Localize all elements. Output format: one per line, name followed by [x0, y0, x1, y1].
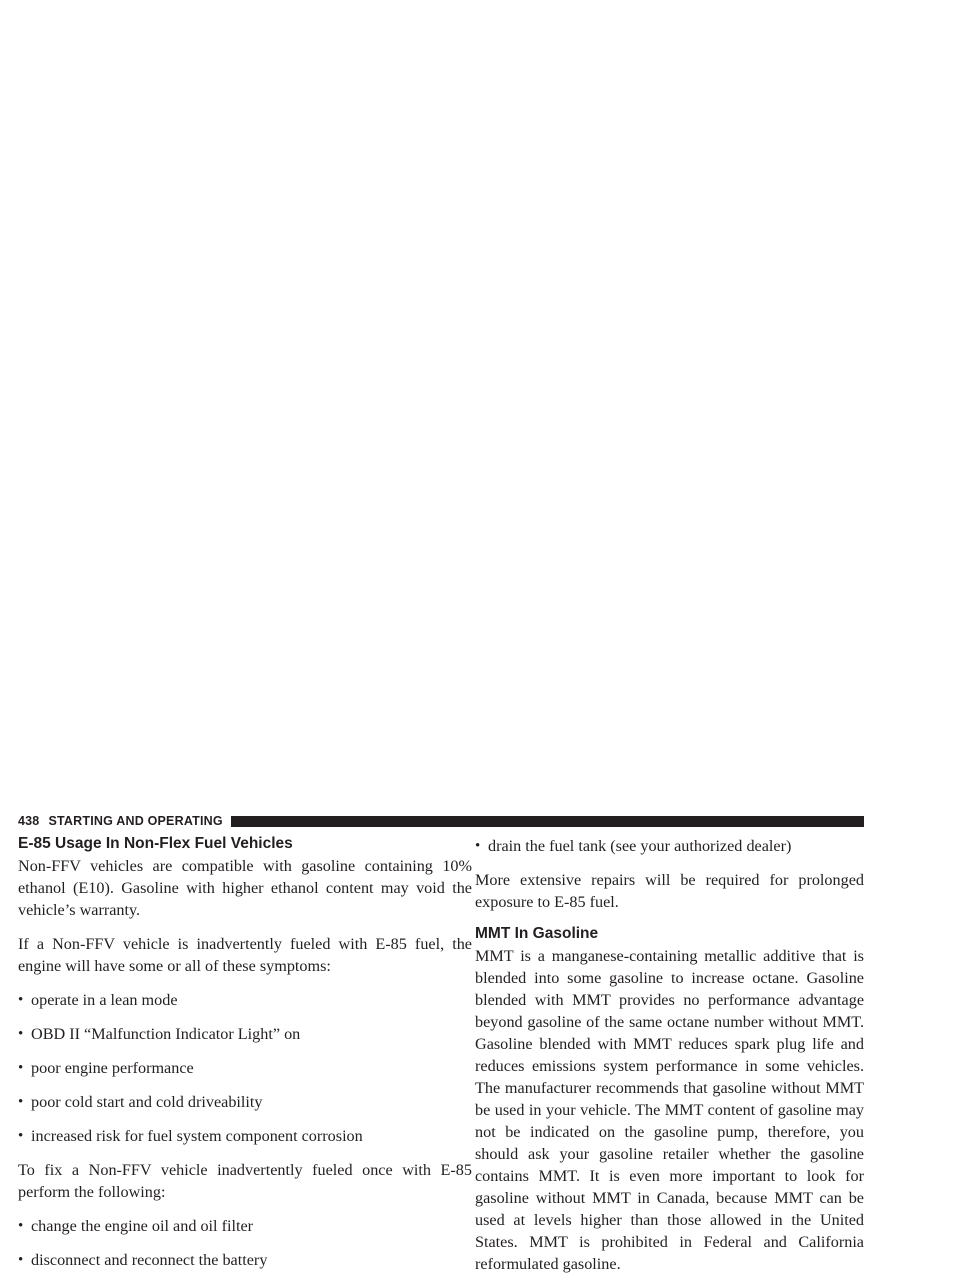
section-title: STARTING AND OPERATING [48, 814, 223, 828]
list-item [18, 1057, 472, 1079]
page-header [18, 812, 864, 830]
list-item-text: operate in a lean mode [31, 991, 178, 1009]
list-item-text: change the engine oil and oil filter [31, 1217, 254, 1235]
fix-list-continued [475, 835, 864, 857]
fix-list [18, 1215, 472, 1271]
left-column [18, 835, 472, 1283]
paragraph-fix-intro: To fix a Non-FFV vehicle inadvertently fueled once with E-85 perform the following: [18, 1161, 472, 1201]
heading-mmt: MMT In Gasoline [475, 925, 599, 942]
bullet-icon: • [475, 838, 481, 854]
bullet-icon: • [18, 1094, 24, 1110]
symptom-list [18, 989, 472, 1147]
list-item-text: OBD II “Malfunction Indicator Light” on [31, 1025, 301, 1043]
bullet-icon: • [18, 1218, 24, 1234]
list-item [475, 835, 864, 857]
list-item [18, 1215, 472, 1237]
header-rule [231, 816, 864, 827]
list-item-text: disconnect and reconnect the battery [31, 1251, 268, 1269]
page-number: 438 [18, 814, 40, 828]
paragraph-symptoms-intro: If a Non-FFV vehicle is inadvertently fueled with E-85 fuel, the engine will have some or all of these symptoms: [18, 935, 472, 975]
list-item [18, 1249, 472, 1271]
bullet-icon: • [18, 992, 24, 1008]
list-item-text: poor cold start and cold driveability [31, 1093, 263, 1111]
list-item [18, 989, 472, 1011]
bullet-icon: • [18, 1128, 24, 1144]
paragraph-compatibility: Non-FFV vehicles are compatible with gasoline containing 10% ethanol (E10). Gasoline with higher ethanol content may void the vehicle’s warranty. [18, 857, 472, 919]
list-item-text: poor engine performance [31, 1059, 194, 1077]
list-item-text: increased risk for fuel system component corrosion [31, 1127, 363, 1145]
bullet-icon: • [18, 1060, 24, 1076]
bullet-icon: • [18, 1252, 24, 1268]
paragraph-prolonged-exposure: More extensive repairs will be required for prolonged exposure to E-85 fuel. [475, 871, 864, 911]
heading-e85-usage: E-85 Usage In Non-Flex Fuel Vehicles [18, 835, 293, 852]
bullet-icon: • [18, 1026, 24, 1042]
list-item [18, 1125, 472, 1147]
paragraph-mmt: MMT is a manganese-containing metallic additive that is blended into some gasoline to increase octane. Gasoline blended with MMT provides no performance advantage beyond gasoline of the same octane number without MMT. Gasoline blended with MMT reduces spark plug life and reduces emissions system performance in some vehicles. The manufacturer recommends that gasoline without MMT be used in your vehicle. The MMT content of gasoline may not be indicated on the gasoline pump, therefore, you should ask your gasoline retailer whether the gasoline contains MMT. It is even more important to look for gasoline without MMT in Canada, because MMT can be used at levels higher than those allowed in the United States. MMT is prohibited in Federal and California reformulated gasoline. [475, 947, 864, 1273]
right-column [475, 835, 864, 1287]
list-item [18, 1023, 472, 1045]
list-item-text: drain the fuel tank (see your authorized dealer) [488, 837, 792, 855]
list-item [18, 1091, 472, 1113]
